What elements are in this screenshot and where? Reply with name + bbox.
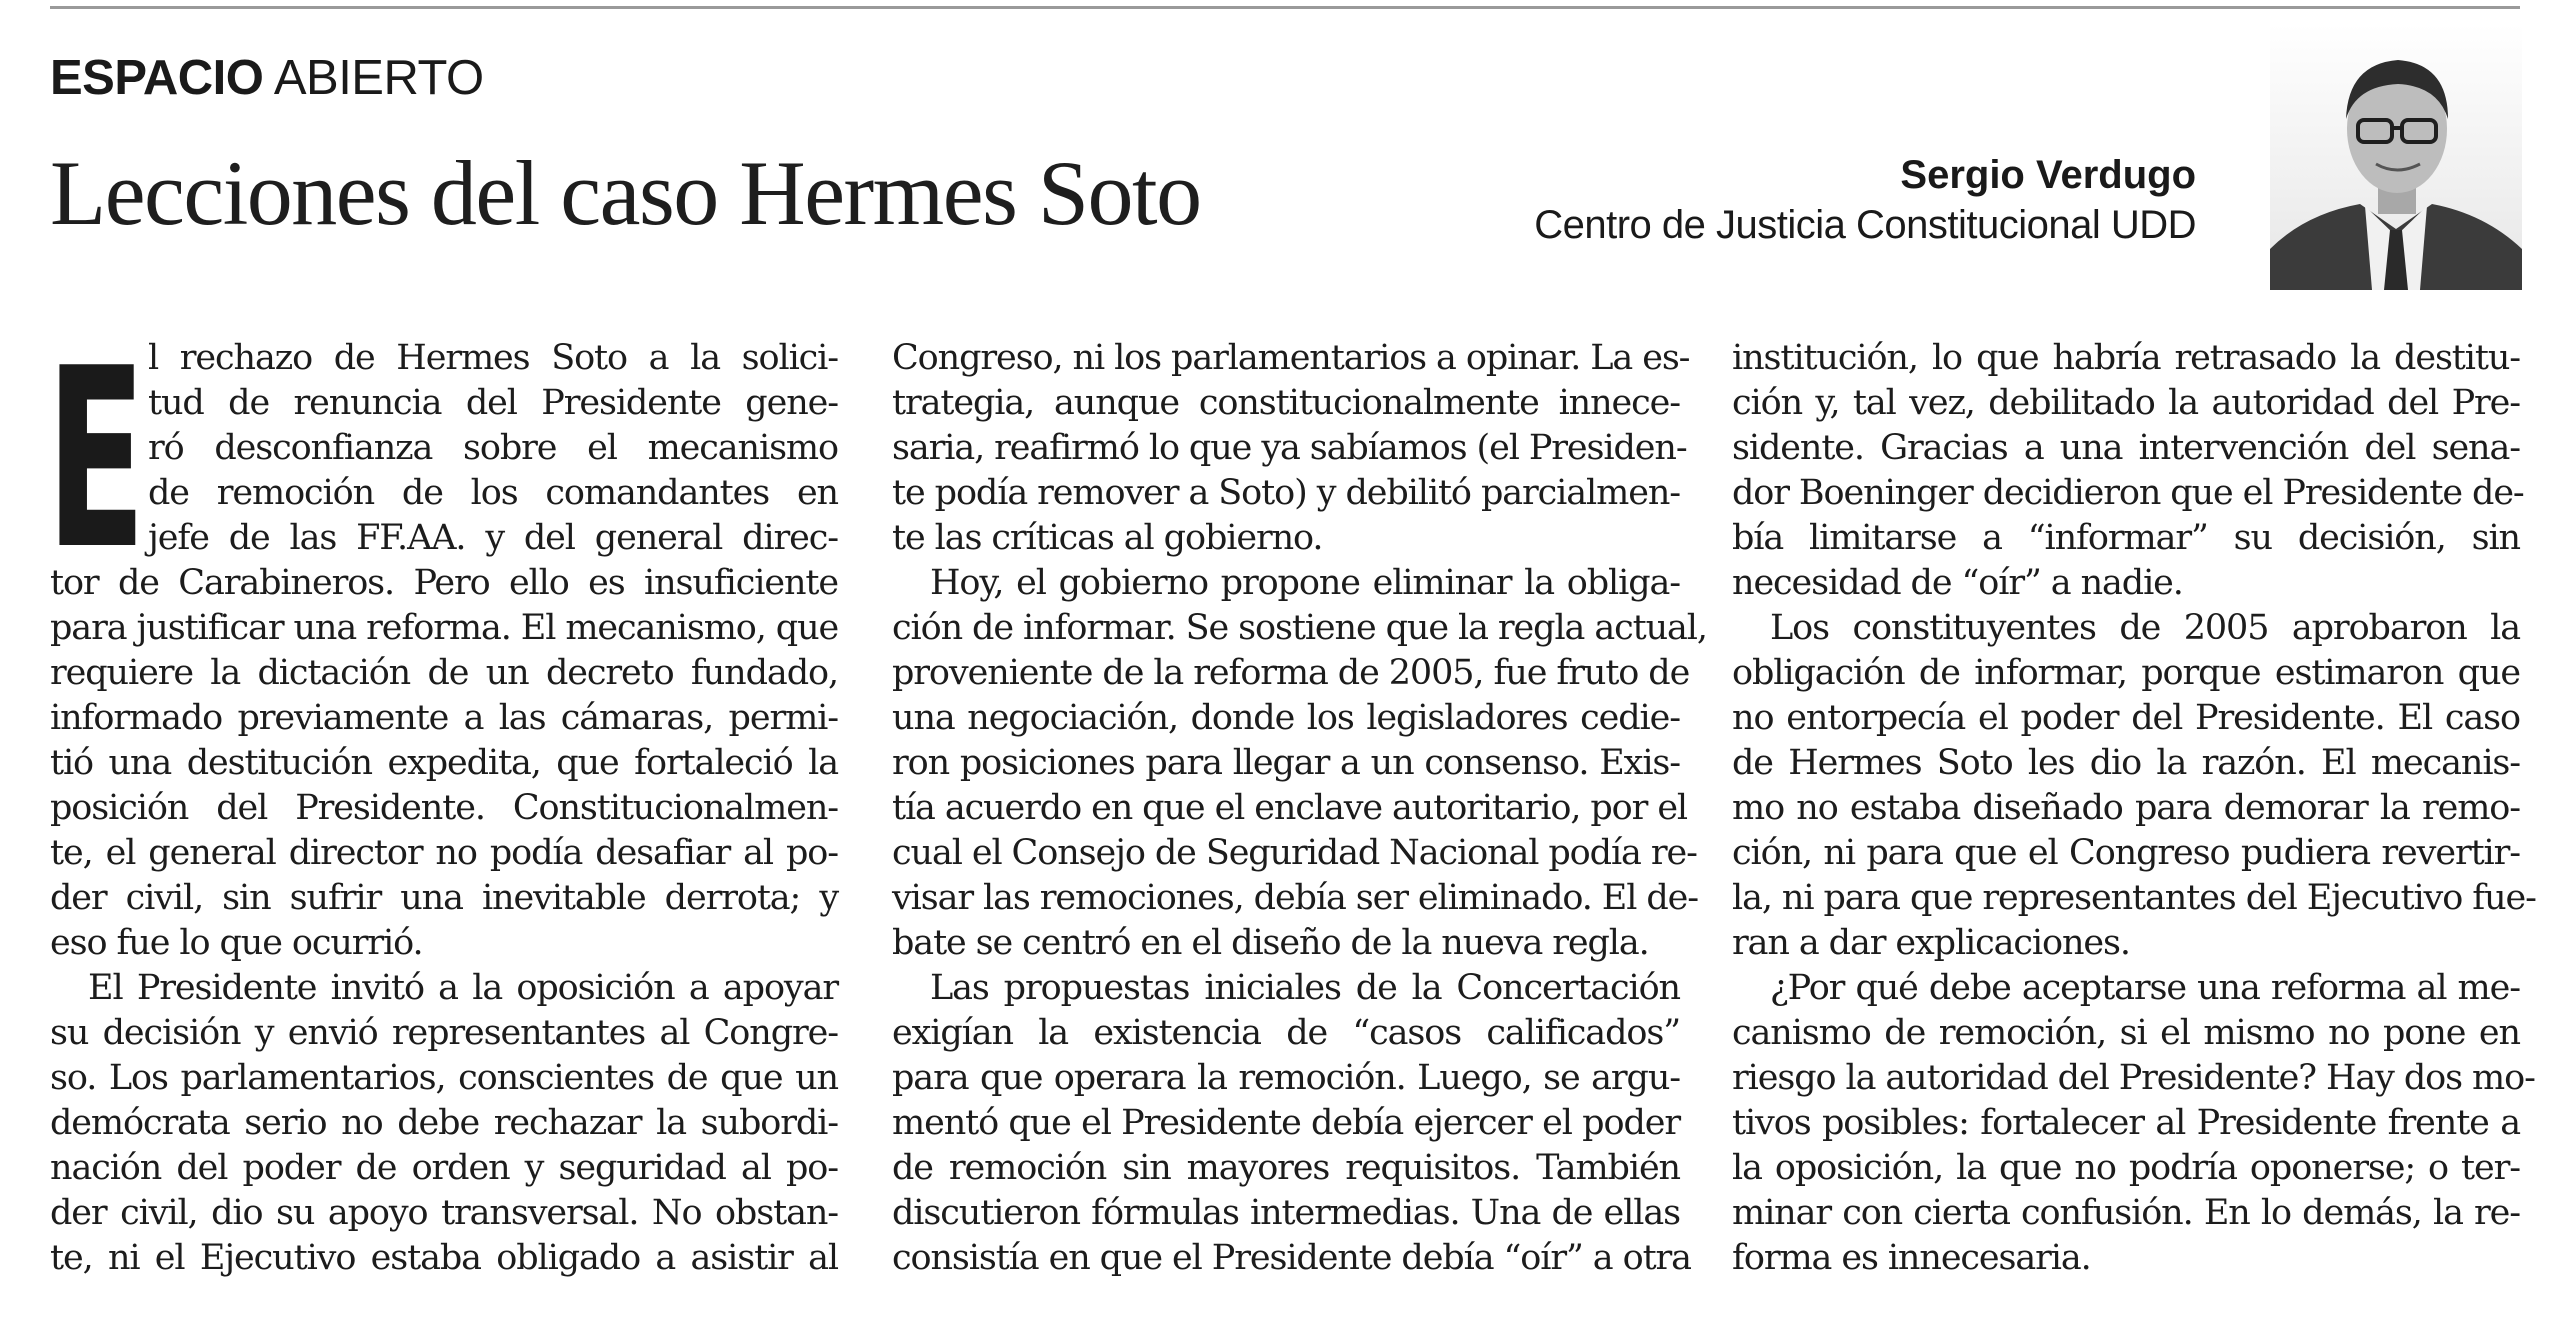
text-line: bía limitarse a “informar” su decisión, sin [1732, 518, 2520, 558]
text-line: saria, reafirmó lo que ya sabíamos (el Presiden- [892, 428, 1687, 468]
author-photo [2270, 24, 2522, 290]
text-line: dor Boeninger decidieron que el Presidente de- [1732, 473, 2524, 513]
text-line: minar con cierta confusión. En lo demás, la re- [1732, 1193, 2520, 1233]
drop-cap-glyph: E [46, 316, 146, 604]
text-line: su decisión y envió representantes al Congre- [50, 1013, 838, 1053]
text-line: mentó que el Presidente debía ejercer el poder [892, 1103, 1680, 1143]
text-line: ción, ni para que el Congreso pudiera revertir- [1732, 833, 2520, 873]
text-line: ción y, tal vez, debilitado la autoridad del Pre- [1732, 383, 2520, 423]
text-line: Las propuestas iniciales de la Concertación [930, 968, 1680, 1008]
text-line: para justificar una reforma. El mecanismo, que [50, 608, 839, 648]
section-label [50, 48, 484, 108]
text-line: tivos posibles: fortalecer al Presidente frente a [1732, 1103, 2520, 1143]
text-line: Hoy, el gobierno propone eliminar la obliga- [930, 563, 1680, 603]
top-rule [50, 6, 2520, 9]
text-line: El Presidente invitó a la oposición a apoyar [88, 968, 838, 1008]
section-label-bold: ESPACIO [50, 51, 264, 105]
text-line: Los constituyentes de 2005 aprobaron la [1770, 608, 2520, 648]
text-line: ran a dar explicaciones. [1732, 923, 2130, 963]
text-line: demócrata serio no debe rechazar la subordi- [50, 1103, 838, 1143]
text-line: so. Los parlamentarios, conscientes de que un [50, 1058, 838, 1098]
text-line: te las críticas al gobierno. [892, 518, 1323, 558]
text-line: nación del poder de orden y seguridad al po- [50, 1148, 838, 1188]
text-line: tud de renuncia del Presidente gene- [148, 383, 838, 423]
text-line: la oposición, la que no podría oponerse; o ter- [1732, 1148, 2520, 1188]
text-line: trategia, aunque constitucionalmente innece- [892, 383, 1680, 423]
text-line: necesidad de “oír” a nadie. [1732, 563, 2183, 603]
text-line: obligación de informar, porque estimaron que [1732, 653, 2520, 693]
text-line: informado previamente a las cámaras, permi- [50, 698, 838, 738]
text-line: te, ni el Ejecutivo estaba obligado a asistir al [50, 1238, 838, 1278]
text-line: jefe de las FF.AA. y del general direc- [148, 518, 838, 558]
text-line: discutieron fórmulas intermedias. Una de ellas [892, 1193, 1680, 1233]
text-line: ron posiciones para llegar a un consenso. Exis- [892, 743, 1680, 783]
text-line: riesgo la autoridad del Presidente? Hay dos mo- [1732, 1058, 2535, 1098]
text-line: no entorpecía el poder del Presidente. El caso [1732, 698, 2520, 738]
text-line: posición del Presidente. Constitucionalmen- [50, 788, 838, 828]
text-line: la, ni para que representantes del Ejecutivo fue- [1732, 878, 2536, 918]
text-line: para que operara la remoción. Luego, se argu- [892, 1058, 1680, 1098]
text-line: institución, lo que habría retrasado la destitu- [1732, 338, 2520, 378]
text-line: eso fue lo que ocurrió. [50, 923, 423, 963]
headline: Lecciones del caso Hermes Soto [50, 142, 1201, 244]
text-line: mo no estaba diseñado para demorar la remo- [1732, 788, 2520, 828]
text-line: bate se centró en el diseño de la nueva regla. [892, 923, 1649, 963]
text-line: de Hermes Soto les dio la razón. El mecanis- [1732, 743, 2520, 783]
text-line: te podía remover a Soto) y debilitó parcialmen- [892, 473, 1680, 513]
author-block [1534, 150, 2196, 250]
text-line: visar las remociones, debía ser eliminado. El de- [892, 878, 1698, 918]
section-label-rest: ABIERTO [263, 51, 484, 105]
text-line: te, el general director no podía desafiar al po- [50, 833, 838, 873]
text-line: exigían la existencia de “casos calificados” [892, 1013, 1680, 1053]
text-line: l rechazo de Hermes Soto a la solici- [148, 338, 838, 378]
article-column-3 [1732, 336, 2536, 1281]
text-line: consistía en que el Presidente debía “oír” a otra [892, 1238, 1691, 1278]
text-line: tor de Carabineros. Pero ello es insuficiente [50, 563, 838, 603]
text-line: ró desconfianza sobre el mecanismo [148, 428, 838, 468]
article-column-2 [892, 336, 1707, 1281]
text-line: tía acuerdo en que el enclave autoritario, por el [892, 788, 1688, 828]
author-institution: Centro de Justicia Constitucional UDD [1534, 203, 2196, 247]
text-line: canismo de remoción, si el mismo no pone en [1732, 1013, 2520, 1053]
author-name: Sergio Verdugo [1900, 153, 2196, 197]
text-line: ¿Por qué debe aceptarse una reforma al me- [1770, 968, 2520, 1008]
text-line: cual el Consejo de Seguridad Nacional podía re- [892, 833, 1697, 873]
text-line: requiere la dictación de un decreto fundado, [50, 653, 838, 693]
text-line: una negociación, donde los legisladores cedie- [892, 698, 1680, 738]
text-line: sidente. Gracias a una intervención del sena- [1732, 428, 2520, 468]
text-line: tió una destitución expedita, que fortaleció la [50, 743, 838, 783]
text-line: forma es innecesaria. [1732, 1238, 2091, 1278]
text-line: Congreso, ni los parlamentarios a opinar. La es- [892, 338, 1690, 378]
text-line: der civil, dio su apoyo transversal. No obstan- [50, 1193, 838, 1233]
text-line: de remoción de los comandantes en [148, 473, 838, 513]
article-column-1 [50, 336, 838, 1281]
text-line: der civil, sin sufrir una inevitable derrota; y [50, 878, 838, 918]
text-line: proveniente de la reforma de 2005, fue fruto de [892, 653, 1690, 693]
text-line: de remoción sin mayores requisitos. También [892, 1148, 1680, 1188]
text-line: ción de informar. Se sostiene que la regla actual, [892, 608, 1707, 648]
